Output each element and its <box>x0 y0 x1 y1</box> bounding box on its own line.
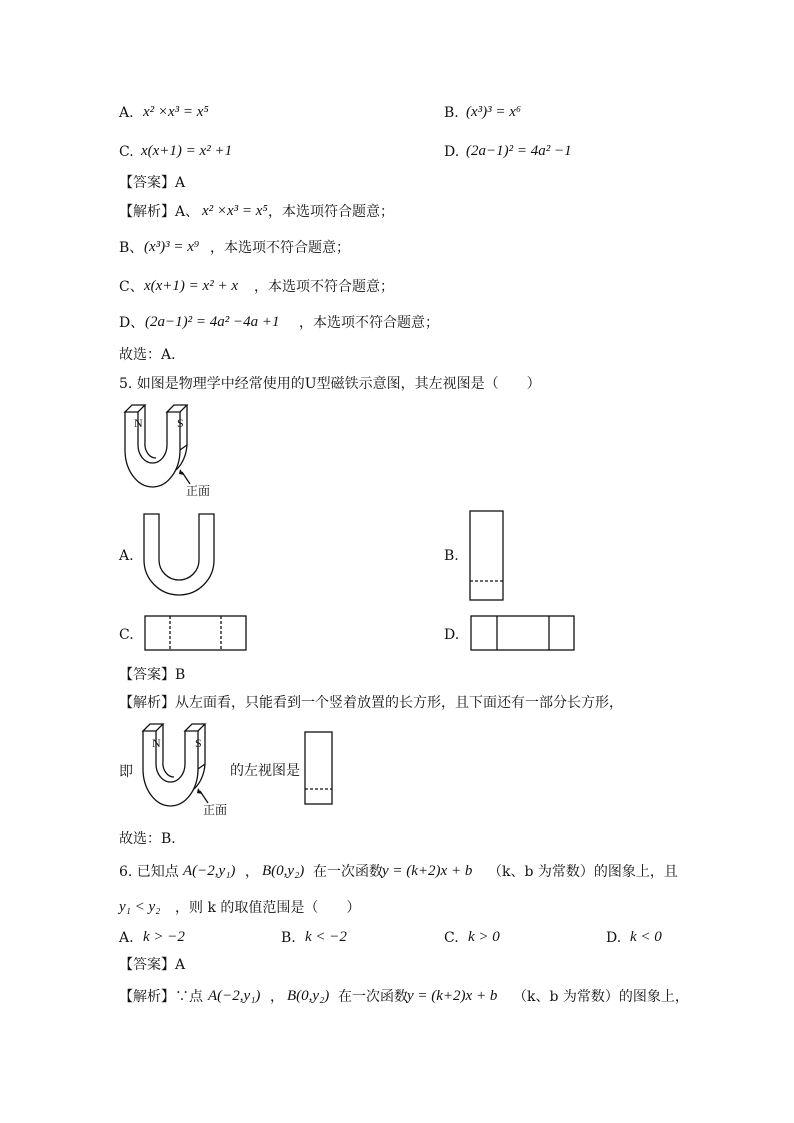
q4-option-c-label: C. <box>119 144 134 160</box>
q4-analysis-a-prefix: 【解析】A、 <box>119 204 200 220</box>
option-d-rect-view <box>469 614 577 654</box>
q6-option-d-expr: k < 0 <box>630 929 662 945</box>
q6-analysis-point-b: B(0,y₂) <box>287 988 330 1004</box>
q6-option-b-expr: k < −2 <box>305 929 347 945</box>
front-label: 正面 <box>186 484 211 498</box>
q6-tail-text: （k、b 为常数）的图象上，且 <box>488 864 678 880</box>
q5-analysis: 【解析】从左面看，只能看到一个竖着放置的长方形，且下面还有一部分长方形， <box>119 695 623 711</box>
option-a-u-view <box>140 510 220 600</box>
q6-func: y = (k+2)x + b <box>382 863 473 879</box>
q6-analysis-mid-text: 在一次函数 <box>338 989 408 1005</box>
q4-analysis-d-suffix: ，本选项不符合题意； <box>299 315 439 331</box>
q4-analysis-b-expr: (x³)³ = x⁹ <box>144 239 200 255</box>
q6-point-b: B(0,y₂) <box>262 863 305 879</box>
q4-analysis-b-prefix: B、 <box>119 240 144 256</box>
front-label-2: 正面 <box>203 803 228 817</box>
q6-analysis-func: y = (k+2)x + b <box>407 988 498 1004</box>
q6-inequality: y₁ < y₂ <box>119 899 161 915</box>
q6-option-a-expr: k > −2 <box>143 929 185 945</box>
q6-prefix: 6. 已知点 <box>119 864 179 880</box>
q6-analysis-point-a: A(−2,y₁) <box>208 988 261 1004</box>
q5-left-view-text: 的左视图是 <box>230 763 300 779</box>
q6-analysis-comma: ， <box>270 989 284 1005</box>
q5-option-c-label: C. <box>119 627 134 643</box>
q6-option-d-label: D. <box>606 930 622 946</box>
q6-point-a: A(−2,y₁) <box>183 863 236 879</box>
q4-analysis-d-expr: (2a−1)² = 4a² −4a +1 <box>145 314 280 330</box>
q4-analysis-c-prefix: C、 <box>119 279 144 295</box>
q5-option-d-label: D. <box>444 627 460 643</box>
q4-analysis-c-expr: x(x+1) = x² + x <box>144 278 238 294</box>
q6-answer: 【答案】A <box>119 957 186 973</box>
q6-comma: ， <box>245 864 259 880</box>
q6-analysis-tail: （k、b 为常数）的图象上， <box>513 989 689 1005</box>
q6-option-c-expr: k > 0 <box>468 929 500 945</box>
pole-n-label-2: N <box>152 736 161 750</box>
q5-ji: 即 <box>119 764 133 780</box>
q4-answer: 【答案】A <box>119 175 186 191</box>
q4-option-b-label: B. <box>444 105 459 121</box>
q4-option-d-expr: (2a−1)² = 4a² −1 <box>466 143 572 159</box>
q4-option-d-label: D. <box>444 144 460 160</box>
q4-option-a-label: A. <box>119 105 134 121</box>
q5-conclusion: 故选：B． <box>119 831 186 847</box>
q6-because: ∵点 <box>175 989 203 1005</box>
q4-analysis-d-prefix: D、 <box>119 315 145 331</box>
pole-n-label: N <box>134 416 143 430</box>
pole-s-label: S <box>177 416 184 430</box>
q6-line2-text: ，则 k 的取值范围是（ ） <box>175 900 361 916</box>
q4-option-b-expr: (x³)³ = x⁶ <box>466 104 522 120</box>
option-b-rect-view <box>468 509 506 603</box>
q5-answer: 【答案】B <box>119 667 186 683</box>
q4-analysis-a-expr: x² ×x³ = x⁵ <box>202 203 268 219</box>
q6-analysis-prefix: 【解析】 <box>119 989 175 1005</box>
pole-s-label-2: S <box>195 736 202 750</box>
q4-analysis-b-suffix: ，本选项不符合题意； <box>210 240 350 256</box>
q6-mid-text: 在一次函数 <box>313 864 383 880</box>
q4-option-c-expr: x(x+1) = x² +1 <box>141 143 233 159</box>
q5-question: 5. 如图是物理学中经常使用的U型磁铁示意图，其左视图是（ ） <box>119 376 541 392</box>
left-view-rect <box>303 730 335 808</box>
q4-conclusion: 故选：A． <box>119 347 186 363</box>
q6-option-c-label: C. <box>444 930 459 946</box>
q4-analysis-c-suffix: ，本选项不符合题意； <box>254 279 394 295</box>
q4-analysis-a-suffix: ，本选项符合题意； <box>268 204 394 220</box>
option-c-rect-view <box>143 614 249 654</box>
q6-option-b-label: B. <box>281 930 296 946</box>
q5-option-a-label: A. <box>119 548 134 564</box>
q6-option-a-label: A. <box>119 930 134 946</box>
q5-option-b-label: B. <box>444 548 459 564</box>
q4-option-a-expr: x² ×x³ = x⁵ <box>143 104 209 120</box>
